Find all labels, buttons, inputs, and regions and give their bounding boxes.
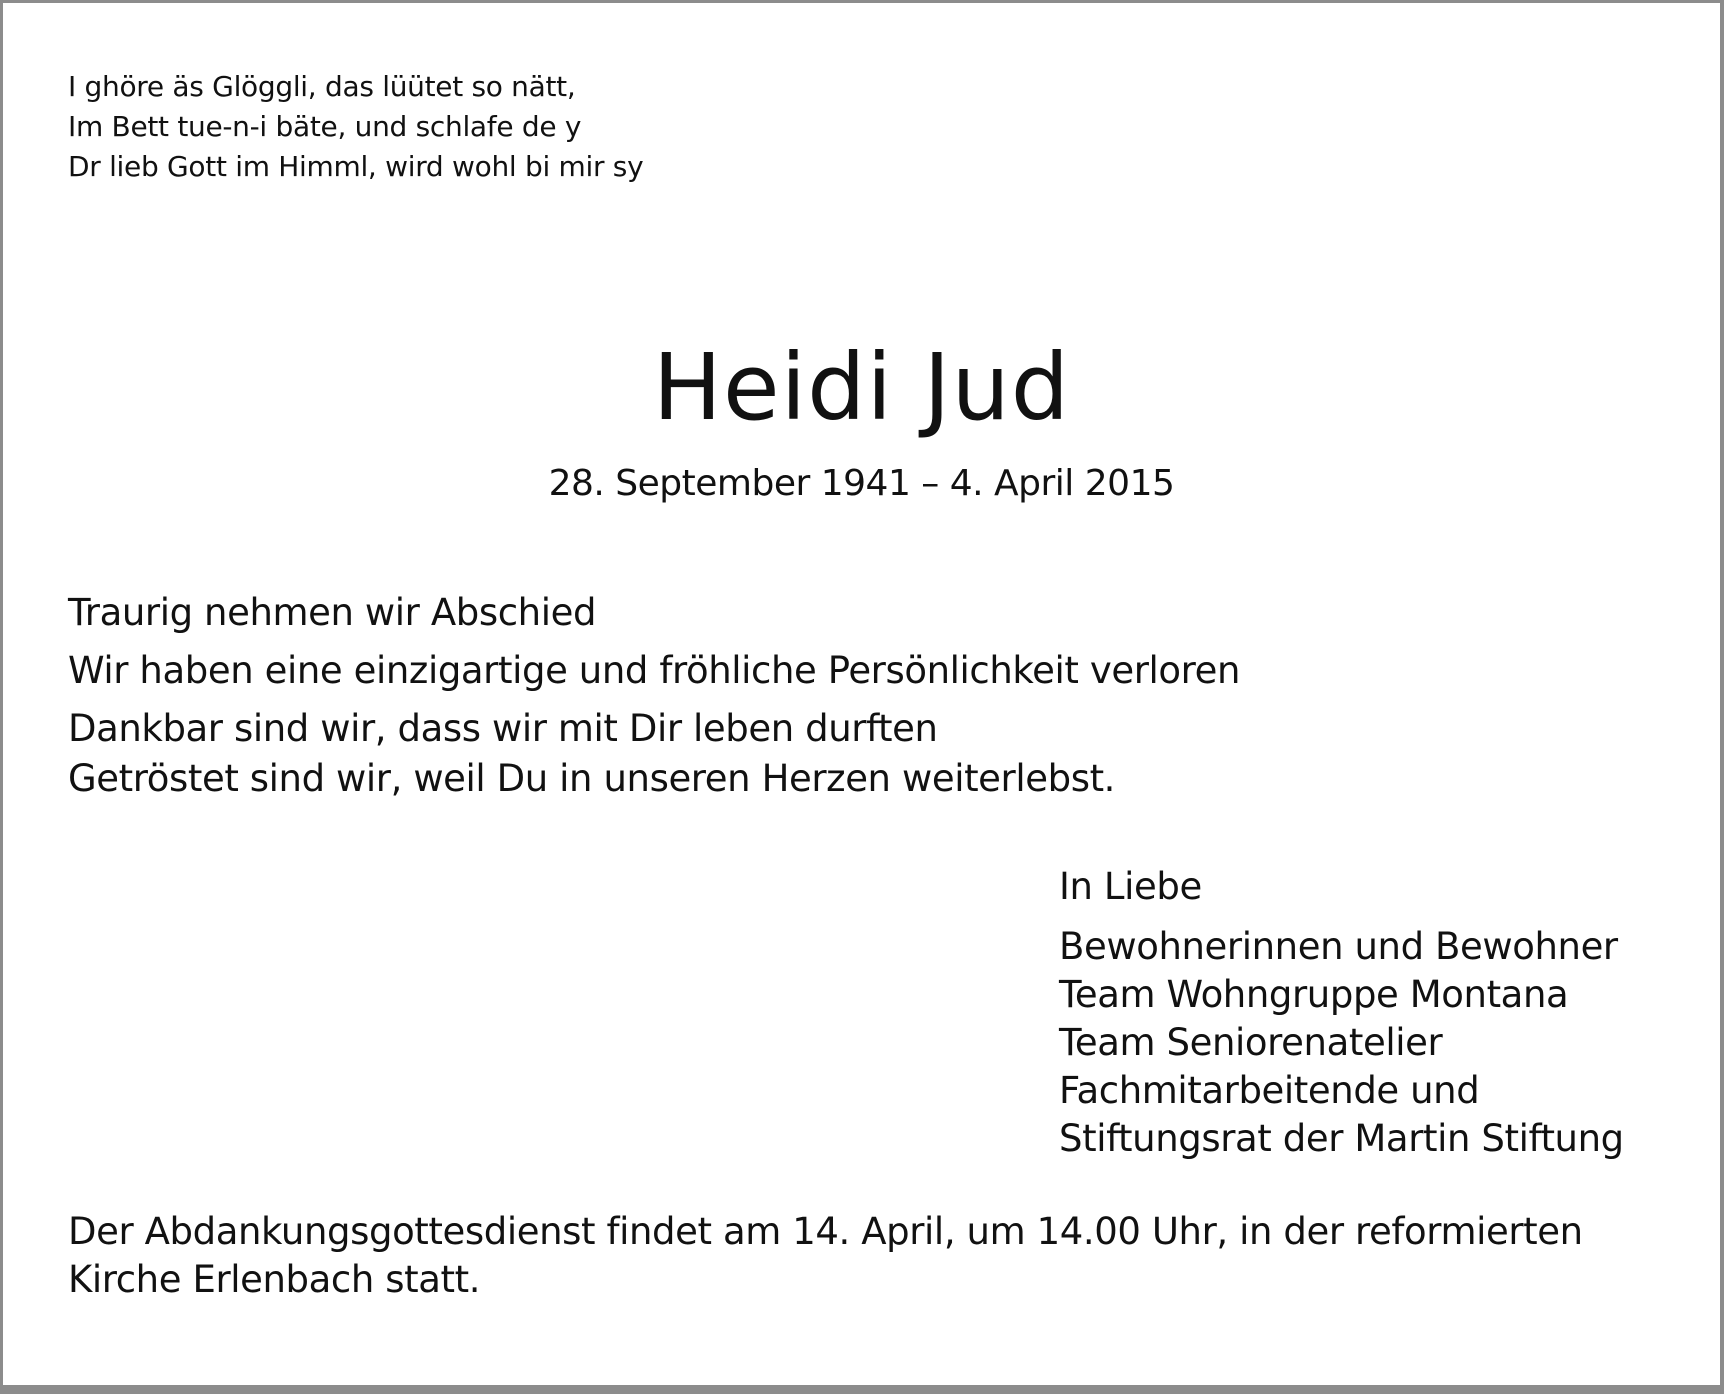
signature-intro: In Liebe (1059, 865, 1202, 908)
mourners-list (1059, 923, 1624, 1163)
poem-line: Dr lieb Gott im Himml, wird wohl bi mir sy (68, 150, 644, 183)
mourner-line: Fachmitarbeitende und (1059, 1069, 1480, 1112)
mourner-line: Team Seniorenatelier (1059, 1021, 1443, 1064)
poem (68, 67, 643, 187)
farewell-line: Getröstet sind wir, weil Du in unseren Herzen weiterlebst. (68, 757, 1116, 800)
life-dates: 28. September 1941 – 4. April 2015 (548, 463, 1175, 504)
mourner-line: Stiftungsrat der Martin Stiftung (1059, 1117, 1624, 1160)
farewell-line: Wir haben eine einzigartige und fröhliche Persönlichkeit verloren (68, 649, 1241, 692)
obituary-notice (3, 3, 1720, 1385)
mourner-line: Team Wohngruppe Montana (1059, 973, 1569, 1016)
farewell-line: Traurig nehmen wir Abschied (68, 591, 597, 634)
deceased-name: Heidi Jud (652, 334, 1071, 441)
service-announcement: Der Abdankungsgottesdienst findet am 14. April, um 14.00 Uhr, in der reformierten Kirche Erlenbach statt. (68, 1210, 1583, 1301)
mourner-line: Bewohnerinnen und Bewohner (1059, 925, 1618, 968)
farewell-line: Dankbar sind wir, dass wir mit Dir leben durften (68, 707, 938, 750)
poem-line: I ghöre äs Glöggli, das lüütet so nätt, (68, 70, 576, 103)
poem-line: Im Bett tue-n-i bäte, und schlafe de y (68, 110, 582, 143)
